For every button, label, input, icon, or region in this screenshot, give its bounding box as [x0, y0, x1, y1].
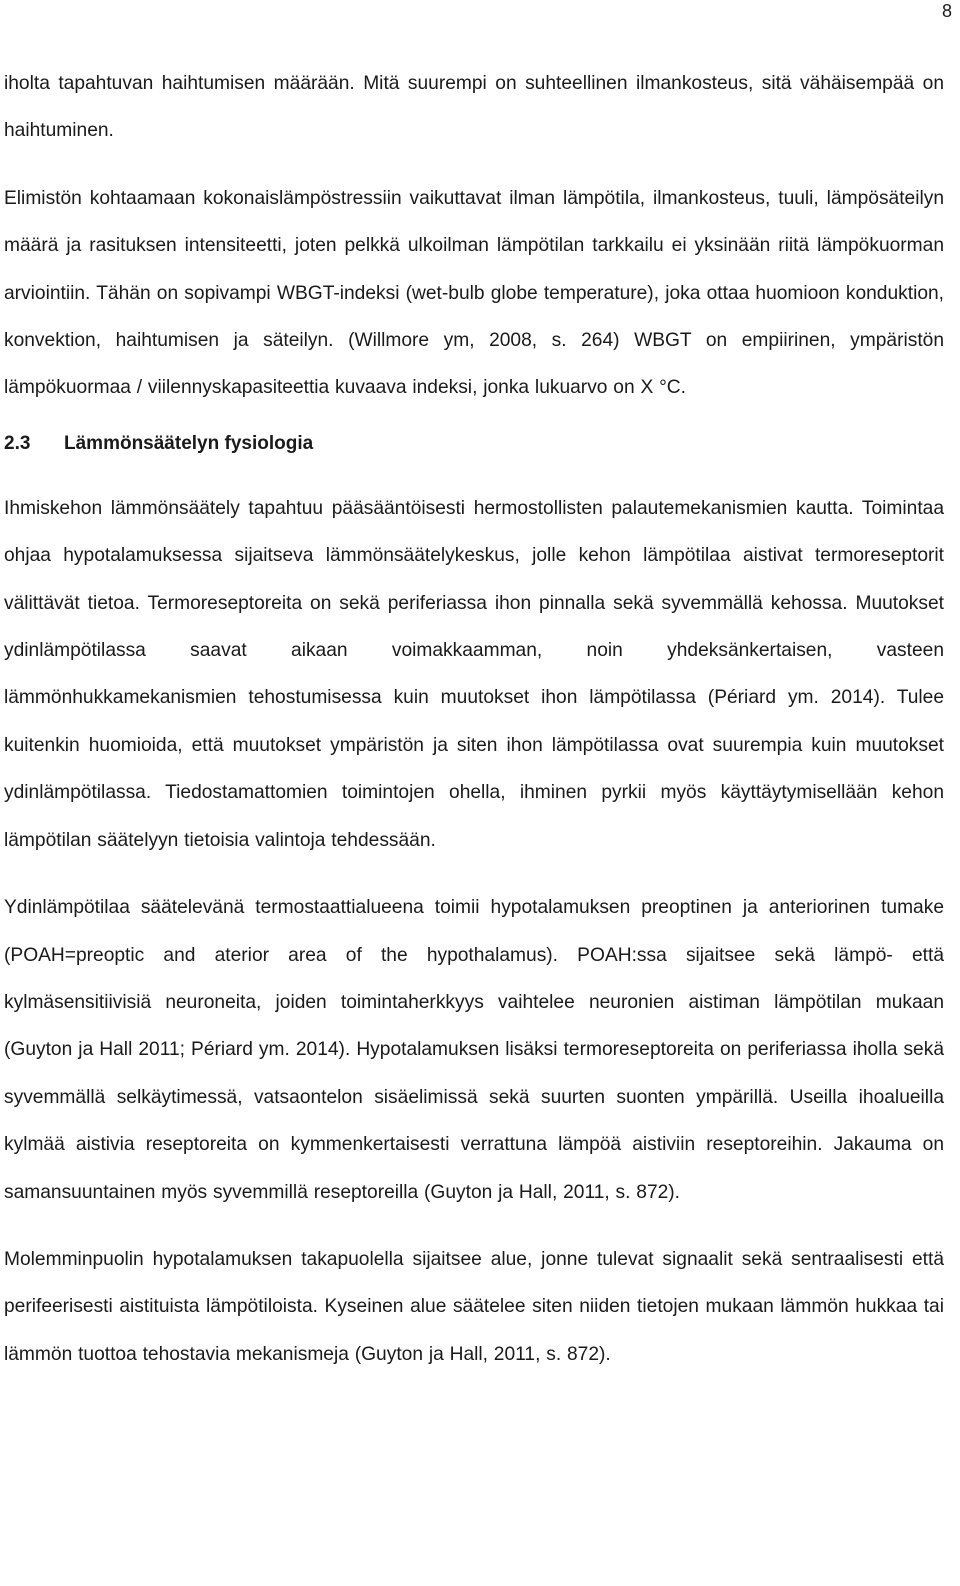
page-number: 8 — [941, 1, 952, 21]
paragraph-haihtuminen: iholta tapahtuvan haihtumisen määrään. Mitä suurempi on suhteellinen ilmankosteus, sitä vähäisempää on haihtuminen. — [4, 73, 944, 142]
document-body — [4, 60, 944, 1378]
section-heading — [4, 420, 944, 467]
section-number: 2.3 — [4, 432, 31, 454]
section-title: Lämmönsäätelyn fysiologia — [64, 432, 314, 454]
paragraph-hypotalamus: Molemminpuolin hypotalamuksen takapuolella sijaitsee alue, jonne tulevat signaalit sekä sentraalisesti että perifeerisesti aistituista lämpötiloista. Kyseinen alue säätelee siten niiden tietojen mukaan lämmön hukkaa tai lämmön tuottoa tehostavia mekanismeja (Guyton ja Hall, 2011, s. 872). — [4, 1248, 944, 1365]
paragraph-ydinlampotila: Ydinlämpötilaa säätelevänä termostaattialueena toimii hypotalamuksen preoptinen ja anteriorinen tumake (POAH=preoptic and aterior area of the hypothalamus). POAH:ssa sijaitsee sekä lämpö- että kylmäsensitiivisiä neuroneita, joiden toimintaherkkyys vaihtelee neuronien aistiman lämpötilan mukaan (Guyton ja Hall 2011; Périard ym. 2014). Hypotalamuksen lisäksi termoreseptoreita on periferiassa iholla sekä syvemmällä selkäytimessä, vatsaontelon sisäelimissä sekä suurten suonten ympärillä. Useilla ihoalueilla kylmää aistivia reseptoreita on kymmenkertaisesti verrattuna lämpöä aistiviin reseptoreihin. Jakauma on samansuuntainen myös syvemmillä reseptoreilla (Guyton ja Hall, 2011, s. 872). — [4, 897, 944, 1203]
paragraph-lampostressi: Elimistön kohtaamaan kokonaislämpöstressiin vaikuttavat ilman lämpötila, ilmankosteus, tuuli, lämpösäteilyn määrä ja rasituksen intensiteetti, joten pelkkä ulkoilman lämpötilan tarkkailu ei yksinään riitä lämpökuorman arviointiin. Tähän on sopivampi WBGT-indeksi (wet-bulb globe temperature), joka ottaa huomioon konduktion, konvektion, haihtumisen ja säteilyn. (Willmore ym, 2008, s. 264) WBGT on empiirinen, ympäristön lämpökuormaa / viilennyskapasiteettia kuvaava indeksi, jonka lukuarvo on X °C. — [4, 187, 944, 399]
paragraph-lammonsaately: Ihmiskehon lämmönsäätely tapahtuu pääsääntöisesti hermostollisten palautemekanismien kautta. Toimintaa ohjaa hypotalamuksessa sijaitseva lämmönsäätelykeskus, jolle kehon lämpötilaa aistivat termoreseptorit välittävät tietoa. Termoreseptoreita on sekä periferiassa ihon pinnalla sekä syvemmällä kehossa. Muutokset ydinlämpötilassa saavat aikaan voimakkaamman, noin yhdeksänkertaisen, vasteen lämmönhukkamekanismien tehostumisessa kuin muutokset ihon lämpötilassa (Périard ym. 2014). Tulee kuitenkin huomioida, että muutokset ympäristön ja siten ihon lämpötilassa ovat suurempia kuin muutokset ydinlämpötilassa. Tiedostamattomien toimintojen ohella, ihminen pyrkii myös käyttäytymisellään kehon lämpötilan säätelyyn tietoisia valintoja tehdessään. — [4, 497, 944, 851]
